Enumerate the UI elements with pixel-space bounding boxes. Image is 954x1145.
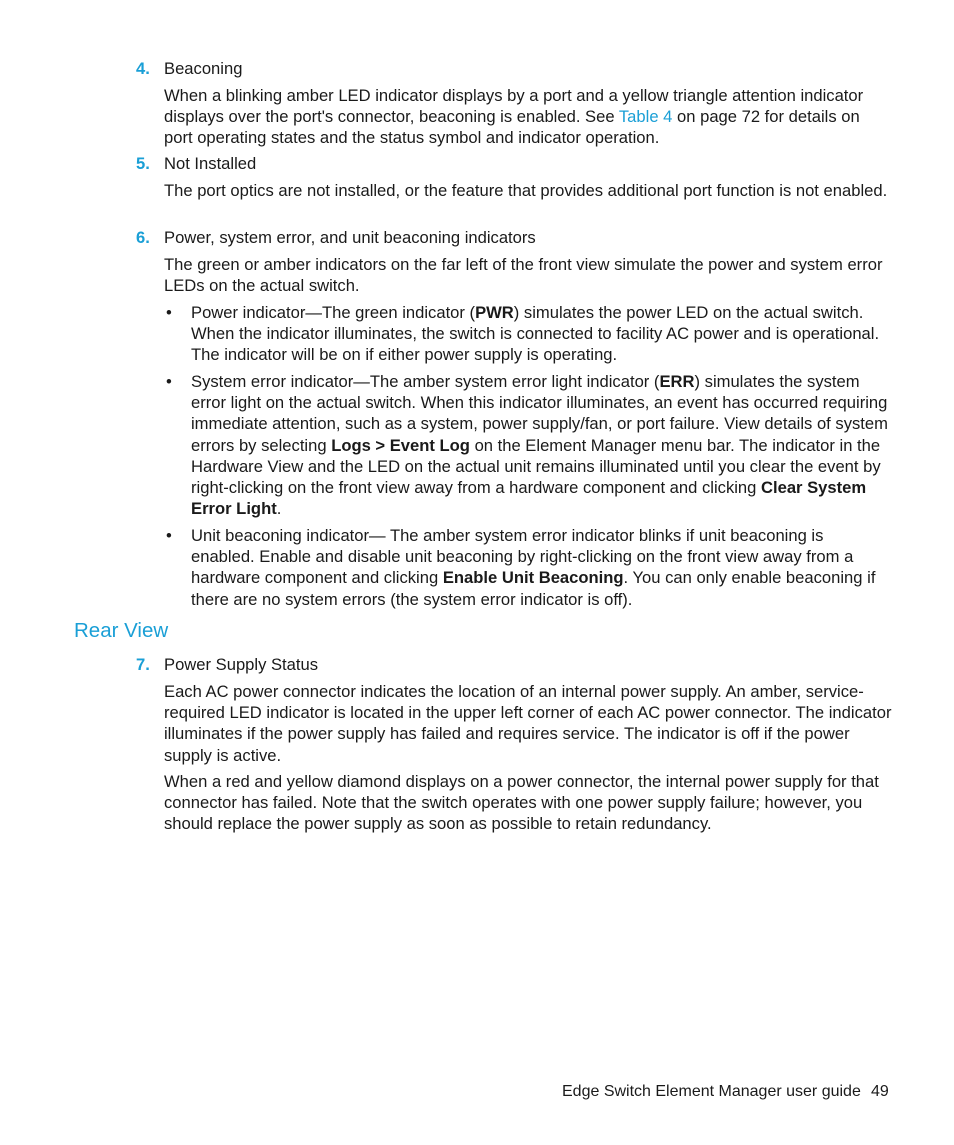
item-title: Power Supply Status bbox=[164, 655, 319, 674]
item-title: Not Installed bbox=[164, 154, 257, 173]
item-title: Beaconing bbox=[164, 59, 243, 78]
list-item-7-heading bbox=[136, 654, 318, 675]
text-run: . bbox=[276, 499, 282, 519]
bold-term: ERR bbox=[659, 372, 695, 391]
text-run: on page 72 for details on port operating states and the status symbol and indicator operation. bbox=[164, 107, 860, 148]
text-run: When a blinking amber LED indicator displays by a port and a yellow triangle attention indicator displays over the port's connector, beaconing is enabled. See bbox=[164, 86, 864, 127]
table-4-link[interactable]: Table 4 bbox=[618, 107, 673, 127]
bullet-icon: • bbox=[166, 303, 172, 322]
item-6-description: The green or amber indicators on the far left of the front view simulate the power and system error LEDs on the actual switch. bbox=[164, 255, 883, 296]
text-run: System error indicator—The amber system error light indicator ( bbox=[191, 372, 660, 391]
item-7-description: Each AC power connector indicates the location of an internal power supply. An amber, service-required LED indicator is located in the upper left corner of each AC power connector. The indicator illuminates if the power supply has failed and requires service. The indicator is off if the power supply is active. bbox=[164, 682, 892, 765]
bold-term: Clear System Error Light bbox=[191, 478, 867, 519]
list-item-5-heading bbox=[136, 153, 256, 174]
bullet-icon: • bbox=[166, 526, 172, 545]
item-number: 4. bbox=[136, 59, 150, 78]
item-number: 7. bbox=[136, 655, 150, 674]
footer-title: Edge Switch Element Manager user guide bbox=[562, 1083, 861, 1100]
text-run: . You can only enable beaconing if there are no system errors (the system error indicator is off). bbox=[191, 568, 876, 609]
list-item-4-heading bbox=[136, 58, 242, 79]
text-run: Unit beaconing indicator— The amber system error indicator blinks if unit beaconing is enabled. Enable and disable unit beaconing by right-clicking on the front view away from a hardware component and clicking bbox=[191, 526, 854, 588]
item-title: Power, system error, and unit beaconing indicators bbox=[164, 228, 536, 247]
bullet-icon: • bbox=[166, 372, 172, 391]
bold-term: Logs > Event Log bbox=[331, 435, 470, 455]
text-run: Power indicator—The green indicator ( bbox=[191, 303, 476, 322]
item-number: 6. bbox=[136, 228, 150, 247]
list-item-6-heading bbox=[136, 227, 536, 248]
bullet-text bbox=[191, 525, 891, 610]
item-number: 5. bbox=[136, 154, 150, 173]
text-run: ) simulates the system error light on the actual switch. When this indicator illuminates, an event has occurred requiring immediate attention, such as a system, power supply/fan, or port failure. View details of system errors by selecting bbox=[191, 372, 888, 455]
page-number: 49 bbox=[871, 1083, 889, 1100]
bold-term: Enable Unit Beaconing bbox=[442, 568, 624, 588]
item-5-description: The port optics are not installed, or the feature that provides additional port function is not enabled. bbox=[164, 181, 888, 200]
section-heading-rear-view: Rear View bbox=[74, 619, 169, 642]
item-7-description-2: When a red and yellow diamond displays on a power connector, the internal power supply for that connector has failed. Note that the switch operates with one power supply failure; however, you should replace the power supply as soon as possible to retain redundancy. bbox=[164, 772, 879, 834]
item-4-description bbox=[164, 85, 892, 149]
bold-term: PWR bbox=[475, 303, 514, 322]
text-run: on the Element Manager menu bar. The indicator in the Hardware View and the LED on the actual unit remains illuminated until you clear the event by right-clicking on the front view away from a hardware component and clicking bbox=[191, 435, 881, 498]
text-run: ) simulates the power LED on the actual switch. When the indicator illuminates, the switch is connected to facility AC power and is operational. The indicator will be on if either power supply is operating. bbox=[191, 303, 880, 365]
bullet-text bbox=[191, 371, 891, 519]
bullet-text bbox=[191, 302, 891, 366]
